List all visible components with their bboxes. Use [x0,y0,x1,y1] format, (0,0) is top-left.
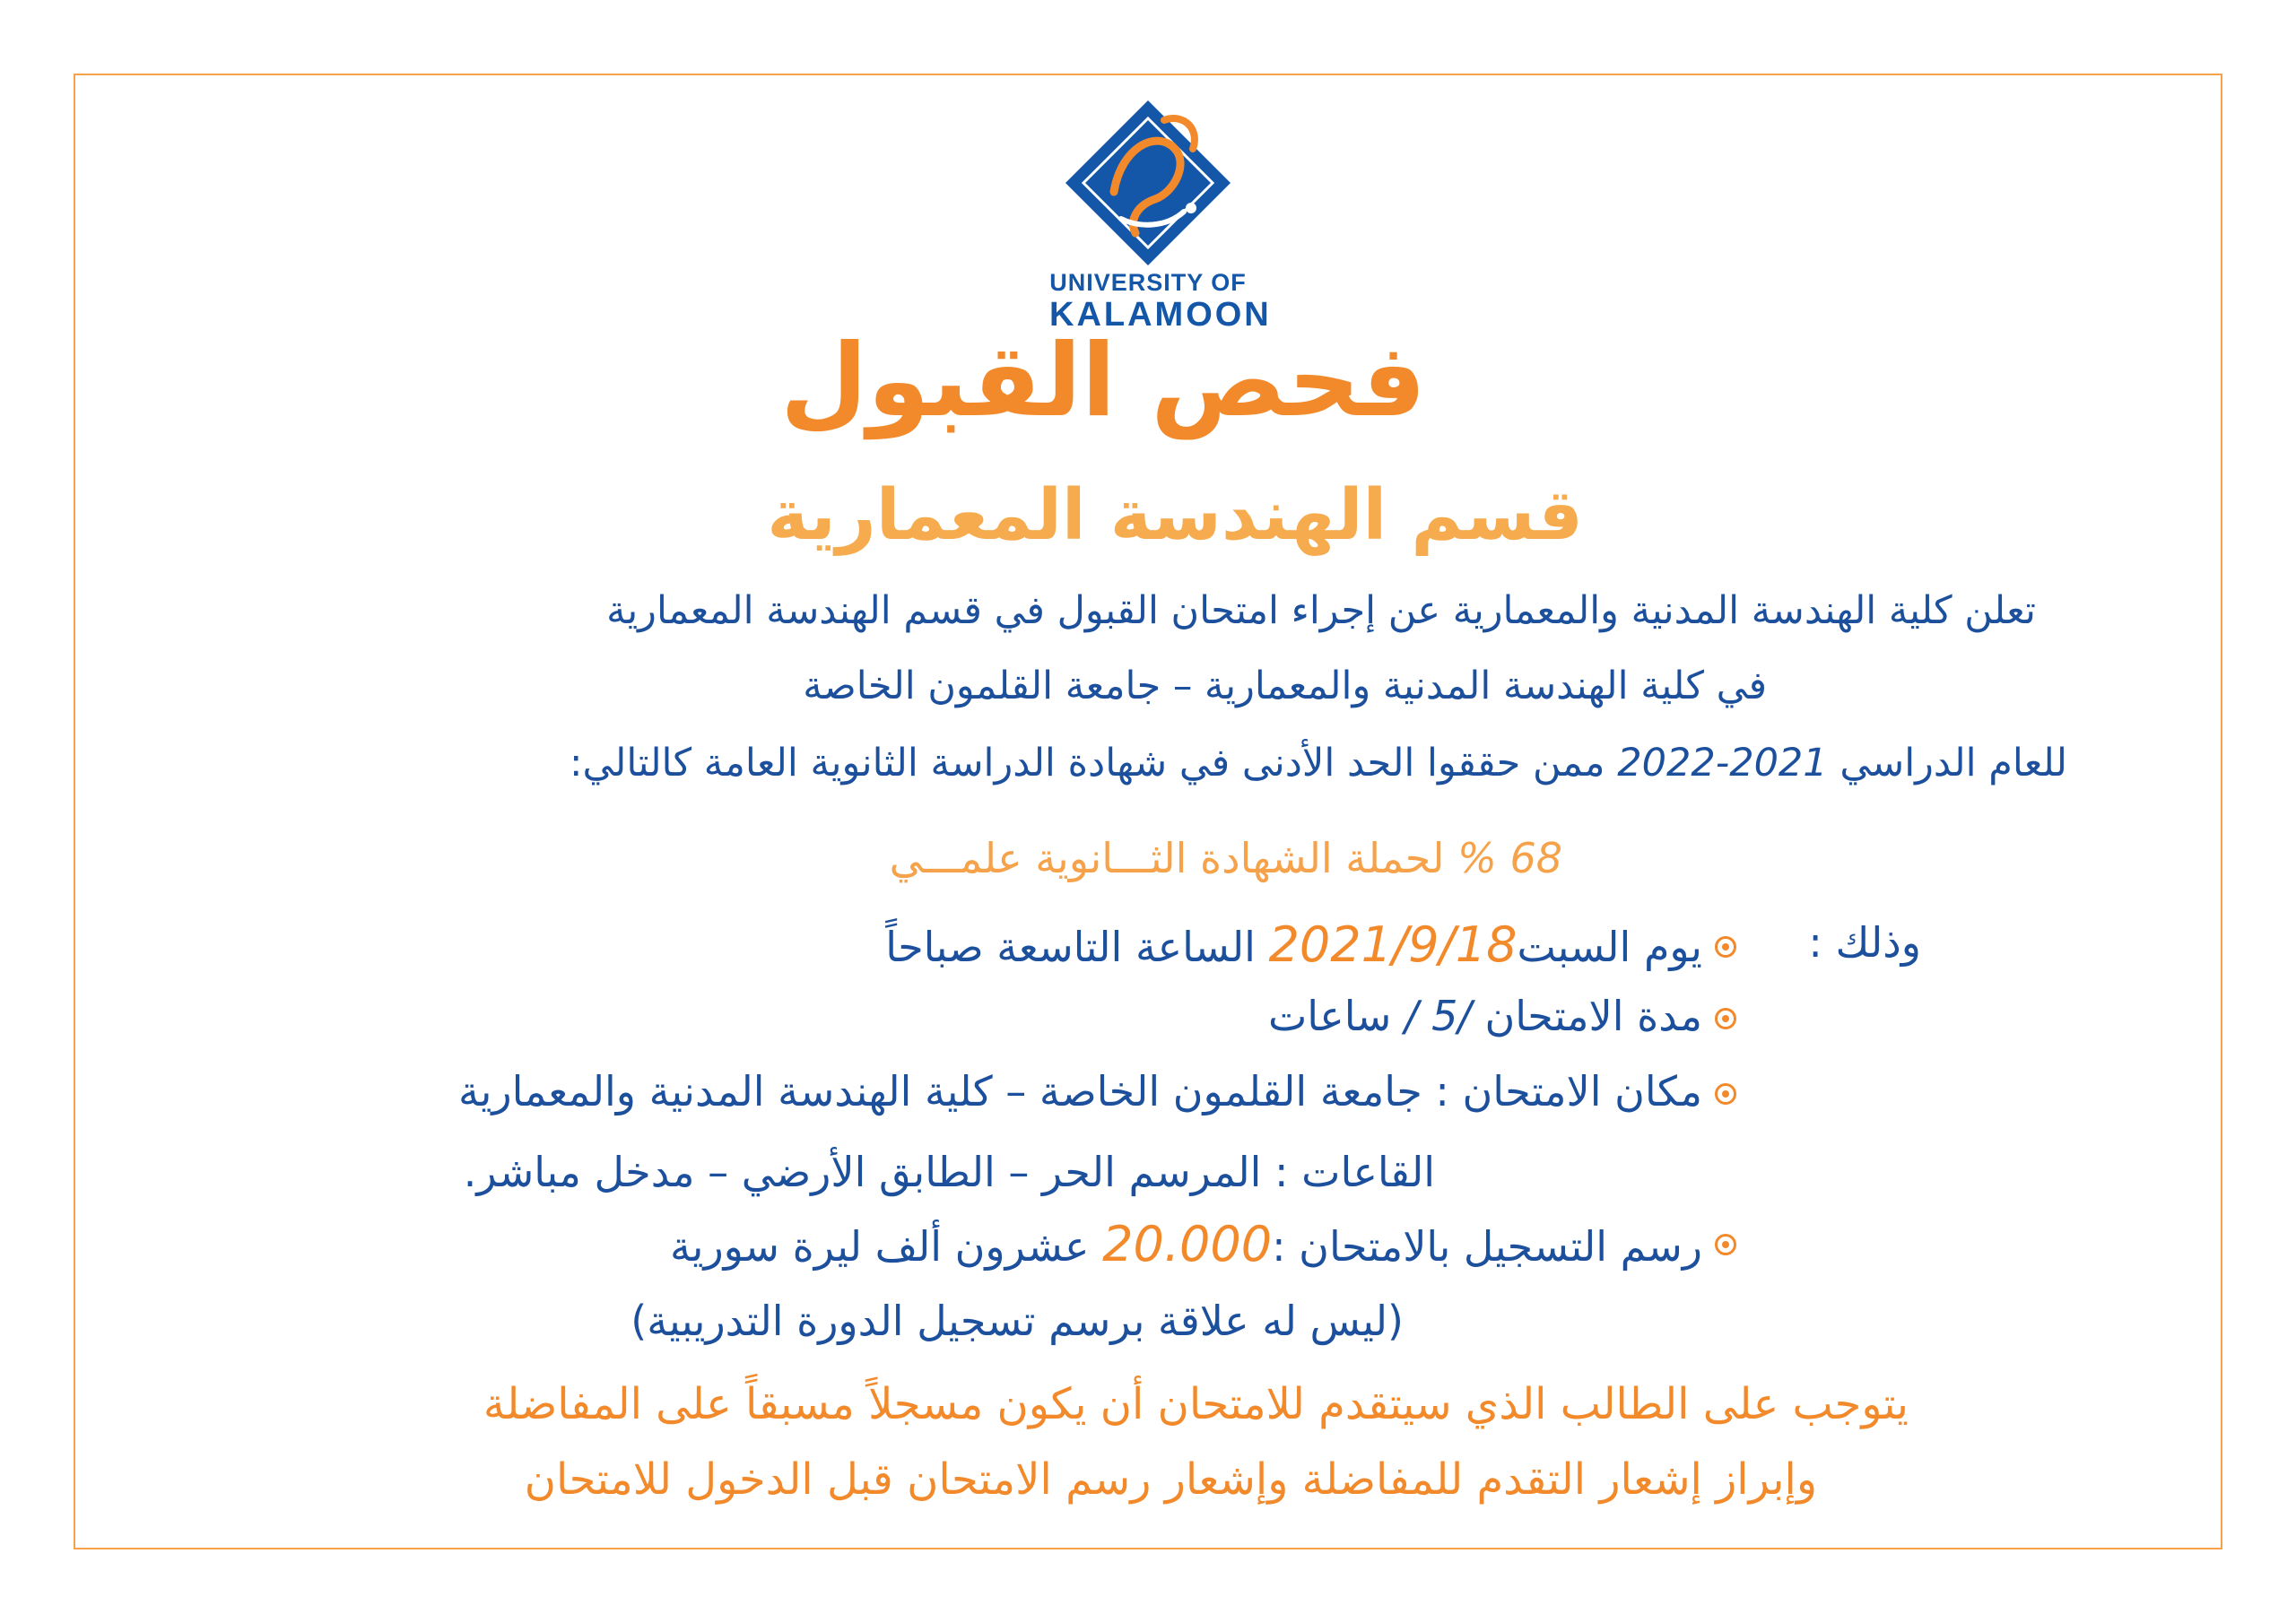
fee-value: 20.000 [1102,1216,1273,1272]
footer-line-2: وإبراز إشعار التقدم للمفاضلة وإشعار رسم الامتحان قبل الدخول للامتحان [524,1454,1817,1505]
intro-line-3 [570,741,2067,785]
exam-day: يوم السبت [1517,923,1702,971]
exam-place-line: مكان الامتحان : جامعة القلمون الخاصة – كلية الهندسة المدنية والمعمارية [457,1067,1702,1115]
requirement-line [890,834,1562,882]
requirement-text: لحملة الشهادة الثـــانوية علمـــي [889,834,1458,882]
fee-words: عشرون ألف ليرة سورية [669,1222,1103,1271]
exam-fee-line [670,1216,1702,1272]
academic-year: 2021-2022 [1617,741,1828,785]
logo-emblem-icon [1049,93,1247,273]
exam-time: الساعة التاسعة صباحاً [885,923,1269,971]
intro-line-2: في كلية الهندسة المدنية والمعمارية – جامعة القلمون الخاصة [803,664,1767,708]
page-title: فحص القبول [779,323,1426,439]
page-subtitle: قسم الهندسة المعمارية [767,475,1583,556]
bullet-icon [1715,936,1736,958]
logo-text-line2: KALAMOON [1049,296,1272,334]
exam-date: 2021/9/18 [1268,916,1518,973]
fee-label: رسم التسجيل بالامتحان : [1272,1222,1702,1271]
university-logo [1049,93,1272,334]
bullet-icon [1715,1008,1736,1029]
intro-year-label: للعام الدراسي [1827,741,2067,785]
details-lead: وذلك : [1808,918,1921,967]
intro-criteria: ممن حققوا الحد الأدنى في شهادة الدراسة الثانوية العامة كالتالي: [569,741,1618,785]
exam-halls-line: القاعات : المرسم الحر – الطابق الأرضي – مدخل مباشر. [463,1148,1435,1196]
bullet-icon [1715,1234,1736,1255]
logo-text-line1: UNIVERSITY OF [1049,269,1247,296]
duration-label: مدة الامتحان [1471,992,1702,1040]
footer-line-1: يتوجب على الطالب الذي سيتقدم للامتحان أن يكون مسجلاً مسبقاً على المفاضلة [483,1379,1909,1429]
duration-unit: ساعات [1267,992,1405,1040]
duration-value: /5 / [1404,992,1472,1040]
fee-note: (ليس له علاقة برسم تسجيل الدورة التدريبية) [631,1297,1404,1345]
exam-duration-line [1268,992,1702,1040]
intro-line-1: تعلن كلية الهندسة المدنية والمعمارية عن إجراء امتحان القبول في قسم الهندسة المعمارية [606,588,2036,633]
minimum-percent: 68 % [1457,834,1562,882]
bullet-icon [1715,1083,1736,1105]
exam-date-line [885,916,1702,973]
